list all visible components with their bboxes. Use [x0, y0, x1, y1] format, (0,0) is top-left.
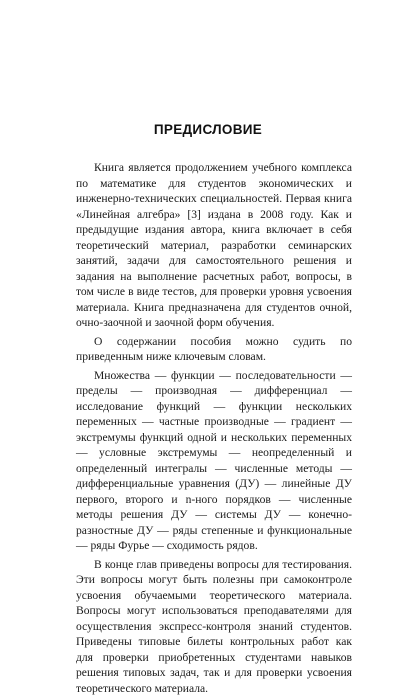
paragraph-intro: Книга является продолжением учебного комплекса по математике для студентов экономических и инженерно-технических специальностей. Первая книга «Линейная алгебра» [3] издана в 2008 году. Как и предыдущие издания автора, книга включает в себя теоретический материал, разработки семинарских занятий, задачи для самостоятельного решения и задания на выполнение расчетных работ, вопросы, в том числе в виде тестов, для проверки уровня усвоения материала. Книга предназначена для студентов очной, очно-заочной и заочной форм обучения. — [76, 160, 352, 331]
page-body — [76, 160, 352, 696]
paragraph-tests: В конце глав приведены вопросы для тестирования. Эти вопросы могут быть полезны при самоконтроле усвоения обучаемыми теоретического материала. Вопросы могут использоваться преподавателями для осуществления экспресс-контроля знаний студентов. Приведены типовые билеты контрольных работ как для проверки приобретенных студентами навыков решения типовых задач, так и для проверки усвоения теоретического материала. — [76, 557, 352, 696]
paragraph-contents: О содержании пособия можно судить по приведенным ниже ключевым словам. — [76, 334, 352, 365]
paragraph-keywords: Множества — функции — последовательности — пределы — производная — дифференциал — исследование функций — функции нескольких переменных — частные производные — градиент — экстремумы функций одной и нескольких переменных — условные экстремумы — неопределенный и определенный интегралы — численные методы — дифференциальные уравнения (ДУ) — линейные ДУ первого, второго и n-ного порядков — численные методы решения ДУ — системы ДУ — конечно-разностные ДУ — ряды степенные и функциональные — ряды Фурье — сходимость рядов. — [76, 368, 352, 554]
page-title: ПРЕДИСЛОВИЕ — [0, 122, 416, 137]
